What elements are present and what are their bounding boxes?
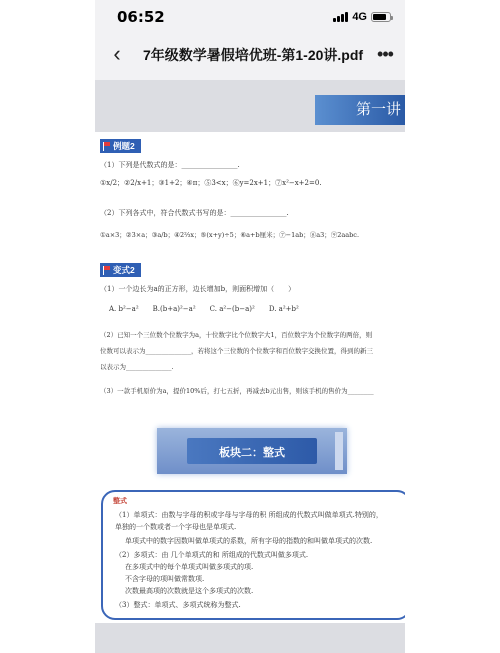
variant-tag-label: 变式2 (113, 265, 135, 275)
flag-icon (103, 266, 111, 274)
definition-line: 在多项式中的每个单项式叫做多项式的项. (125, 563, 254, 571)
definition-heading: 整式 (113, 496, 127, 505)
example-line: ①a×3；②3×a；③a/b；④2⅔x；⑤(x+y)÷5；⑥a+b厘米；⑦−1ab；⑧a3；⑨2aabc. (100, 231, 360, 239)
chapter-banner (95, 80, 405, 132)
variant-line: A. b²−a² B.(b+a)²−a² C. a²−(b−a)² D. a²+b² (109, 305, 299, 313)
status-indicators (333, 11, 391, 23)
status-bar (95, 0, 405, 36)
definition-line: 不含字母的项叫做常数项. (125, 575, 205, 583)
definition-line: 单独的一个数或者一个字母也是单项式. (115, 523, 237, 531)
chapter-title: 第一讲 (355, 100, 401, 118)
definition-line: 次数最高项的次数就是这个多项式的次数. (125, 587, 254, 595)
variant-line: （3）一款手机原价为a，提价10%后，打七五折，再减去b元出售，则该手机的售价为________ (100, 387, 374, 395)
battery-icon (371, 12, 391, 22)
definition-line: （1）单项式：由数与字母的积或字母与字母的积 所组成的代数式叫做单项式.特别的， (115, 511, 383, 519)
phone-screen (95, 0, 405, 653)
chevron-left-icon: ‹ (113, 41, 121, 66)
signal-icon (333, 12, 348, 22)
status-time: 06:52 (117, 8, 165, 26)
flag-icon (103, 142, 111, 150)
variant-line: 位数可以表示为______________，若将这个三位数的个位数字和百位数字交换位置，得到的新三 (100, 347, 373, 355)
variant-line: 以表示为______________. (100, 363, 174, 371)
more-dots-icon: ••• (377, 43, 393, 64)
example-line: （2）下列各式中，符合代数式书写的是：________________. (100, 209, 289, 217)
definition-line: 单项式中的数字因数叫做单项式的系数，所有字母的指数的和叫做单项式的次数. (125, 537, 373, 545)
example-tag-label: 例题2 (113, 141, 135, 151)
example-line: ①x/2；②2/x+1；③1+2；④π；⑤3<x；⑥y=2x+1；⑦x²−x+2=0. (100, 179, 322, 187)
section-inner (187, 438, 317, 464)
definition-line: （2）多项式：由 几个单项式的和 所组成的代数式叫做多项式. (115, 551, 309, 559)
back-button[interactable] (103, 40, 131, 68)
variant-line: （1）一个边长为a的正方形，边长增加b，则面积增加（ ） (100, 285, 296, 293)
document-title: 7年级数学暑假培优班-第1-20讲.pdf (142, 47, 364, 63)
section-decoration (335, 432, 343, 470)
section-banner (157, 428, 347, 474)
variant-line: （2）已知一个三位数个位数字为a，十位数字比个位数字大1，百位数字为个位数字的两倍，则 (100, 331, 373, 339)
pdf-viewer[interactable] (95, 80, 405, 653)
nav-bar (95, 36, 405, 72)
more-button[interactable] (371, 40, 399, 68)
example-line: （1）下列是代数式的是：________________. (100, 161, 240, 169)
page-separator (95, 623, 405, 653)
definition-line: （3）整式：单项式、多项式统称为整式. (115, 601, 241, 609)
definition-box (101, 490, 405, 620)
example-tag (100, 139, 141, 153)
section-title: 板块二：整式 (219, 447, 285, 459)
variant-tag (100, 263, 141, 277)
network-type: 4G (352, 11, 367, 23)
